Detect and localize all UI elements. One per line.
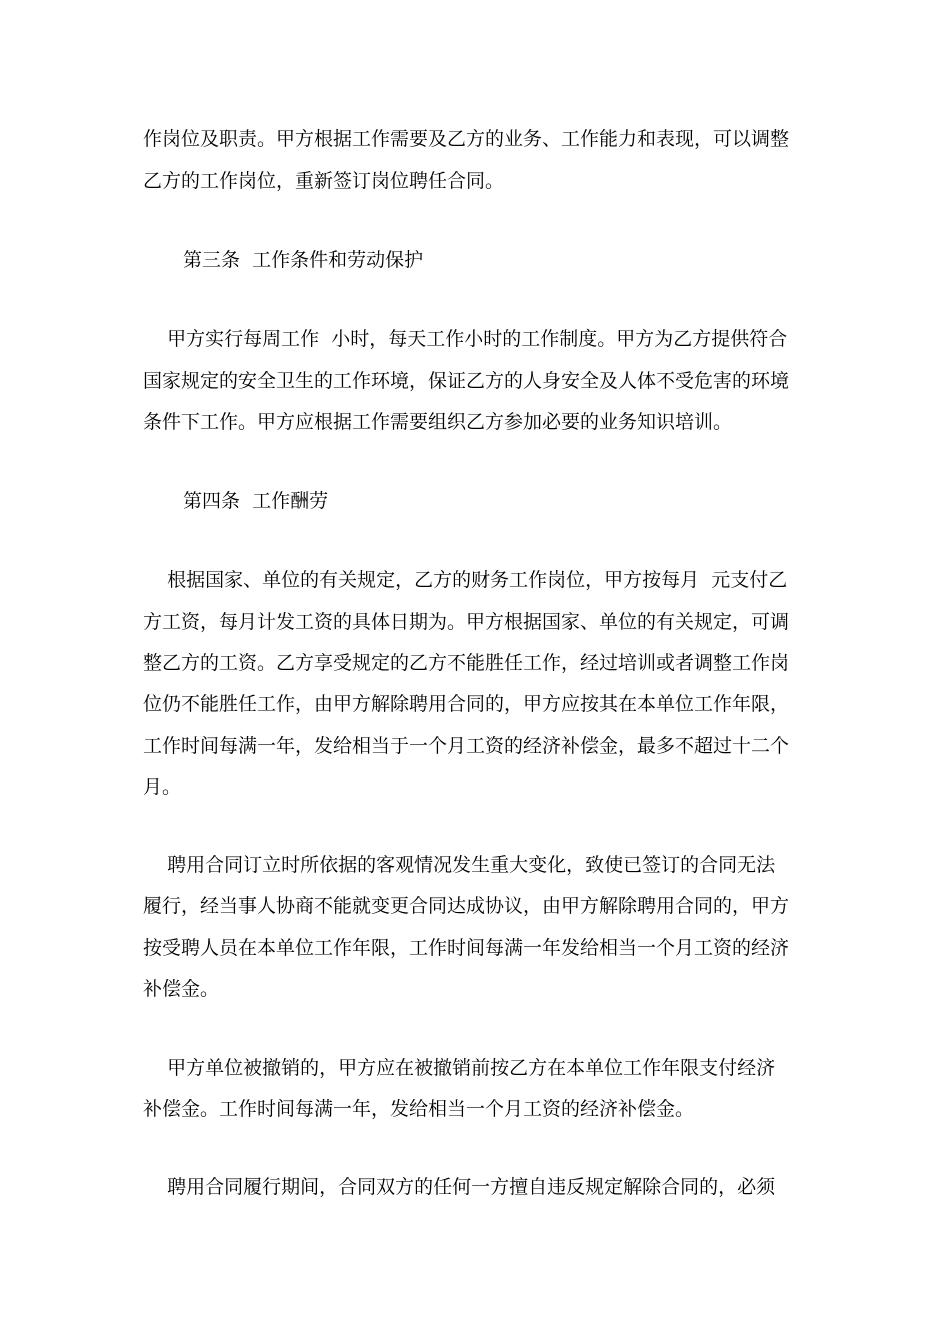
text-line: 补偿金。工作时间每满一年，发给相当一个月工资的经济补偿金。 [143, 1098, 695, 1120]
text-line: 工作时间每满一年，发给相当于一个月工资的经济补偿金，最多不超过十二个 [143, 735, 790, 757]
text-line: 作岗位及职责。甲方根据工作需要及乙方的业务、工作能力和表现，可以调整 [143, 128, 790, 150]
text-line: 按受聘人员在本单位工作年限，工作时间每满一年发给相当一个月工资的经济 [143, 937, 790, 959]
text-line: 方工资，每月计发工资的具体日期为。甲方根据国家、单位的有关规定，可调 [143, 611, 790, 633]
text-line: 甲方实行每周工作 小时，每天工作小时的工作制度。甲方为乙方提供符合 [143, 328, 788, 350]
article-3-heading: 第三条 工作条件和劳动保护 [183, 249, 424, 271]
text-line: 聘用合同订立时所依据的客观情况发生重大变化，致使已签订的合同无法 [143, 854, 776, 876]
text-line: 聘用合同履行期间，合同双方的任何一方擅自违反规定解除合同的，必须 [143, 1176, 776, 1198]
text-line: 条件下工作。甲方应根据工作需要组织乙方参加必要的业务知识培训。 [143, 411, 733, 433]
text-line: 补偿金。 [143, 978, 220, 1000]
text-line: 位仍不能胜任工作，由甲方解除聘用合同的，甲方应按其在本单位工作年限， [143, 693, 790, 715]
text-line: 履行，经当事人协商不能就变更合同达成协议，由甲方解除聘用合同的，甲方 [143, 895, 790, 917]
text-line: 整乙方的工资。乙方享受规定的乙方不能胜任工作，经过培训或者调整工作岗 [143, 652, 790, 674]
text-line: 根据国家、单位的有关规定，乙方的财务工作岗位，甲方按每月 元支付乙 [143, 569, 788, 591]
text-line: 乙方的工作岗位，重新签订岗位聘任合同。 [143, 170, 505, 192]
text-line: 甲方单位被撤销的，甲方应在被撤销前按乙方在本单位工作年限支付经济 [143, 1057, 776, 1079]
article-4-heading: 第四条 工作酬劳 [183, 490, 329, 512]
text-line: 月。 [143, 776, 182, 798]
text-line: 国家规定的安全卫生的工作环境，保证乙方的人身安全及人体不受危害的环境 [143, 370, 790, 392]
